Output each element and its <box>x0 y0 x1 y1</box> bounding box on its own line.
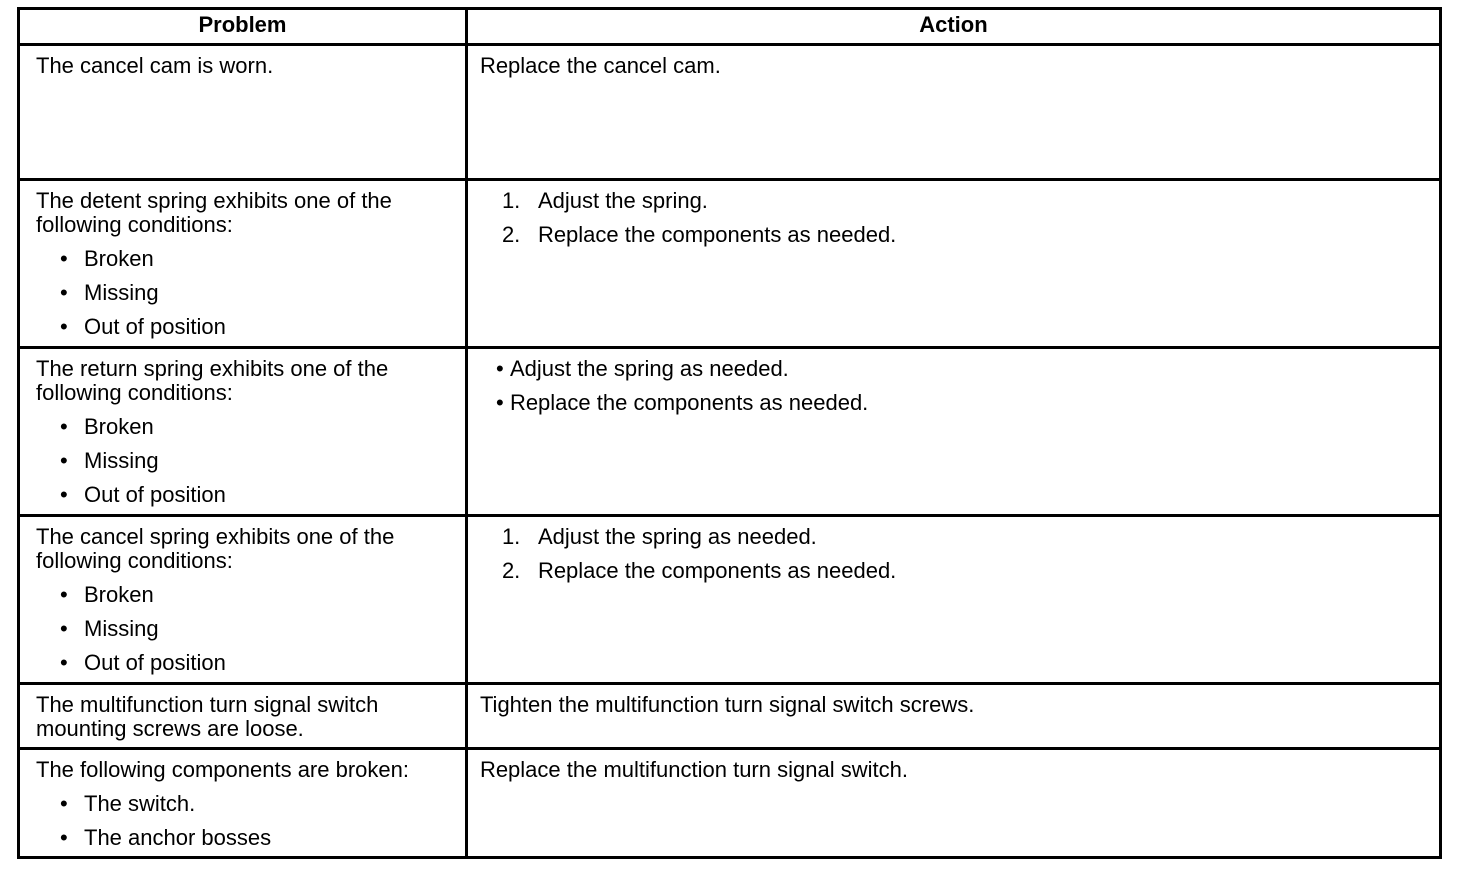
condition-item: • Broken <box>36 415 455 439</box>
step-number: 2. <box>501 222 521 247</box>
action-step <box>480 525 1429 549</box>
problem-text: The multifunction turn signal switch mounting screws are loose. <box>36 692 379 741</box>
condition-item: • Out of position <box>36 483 455 507</box>
condition-item: • Missing <box>36 449 455 473</box>
problem-cell <box>19 180 467 348</box>
step-text: Adjust the spring as needed. <box>537 524 817 549</box>
action-bullets <box>480 357 1429 415</box>
condition-list <box>36 792 455 850</box>
action-cell <box>466 180 1440 348</box>
table-row <box>19 348 1441 516</box>
action-bullet: • Replace the components as needed. <box>480 391 1429 415</box>
step-number: 1. <box>501 524 521 549</box>
condition-list <box>36 583 455 675</box>
action-step <box>480 189 1429 213</box>
action-cell <box>466 749 1440 858</box>
problem-cell <box>19 348 467 516</box>
table-row <box>19 684 1441 749</box>
action-text: Tighten the multifunction turn signal switch screws. <box>479 692 975 717</box>
action-cell <box>466 516 1440 684</box>
condition-item: • Out of position <box>36 651 455 675</box>
step-number: 2. <box>501 558 521 583</box>
table-row <box>19 749 1441 858</box>
header-problem: Problem <box>19 9 467 45</box>
condition-list <box>36 415 455 507</box>
condition-item: • Broken <box>36 247 455 271</box>
condition-item: • Broken <box>36 583 455 607</box>
action-steps <box>480 525 1429 583</box>
action-step <box>480 559 1429 583</box>
condition-list <box>36 247 455 339</box>
condition-item: • Out of position <box>36 315 455 339</box>
action-cell <box>466 684 1440 749</box>
action-text: Replace the cancel cam. <box>479 53 721 78</box>
problem-text: The following components are broken: <box>36 757 409 782</box>
condition-item: • Missing <box>36 281 455 305</box>
header-action: Action <box>466 9 1440 45</box>
action-text: Replace the multifunction turn signal switch. <box>479 757 908 782</box>
step-text: Adjust the spring. <box>537 188 708 213</box>
action-bullet: • Adjust the spring as needed. <box>480 357 1429 381</box>
problem-text: The detent spring exhibits one of the following conditions: <box>36 188 392 237</box>
problem-text: The cancel cam is worn. <box>36 53 274 78</box>
condition-item: • The switch. <box>36 792 455 816</box>
problem-action-table <box>17 7 1442 859</box>
problem-cell <box>19 45 467 180</box>
action-steps <box>480 189 1429 247</box>
action-cell <box>466 348 1440 516</box>
action-cell <box>466 45 1440 180</box>
problem-text: The return spring exhibits one of the following conditions: <box>36 356 389 405</box>
condition-item: • Missing <box>36 617 455 641</box>
table-row <box>19 45 1441 180</box>
table-row <box>19 516 1441 684</box>
action-step <box>480 223 1429 247</box>
problem-cell <box>19 749 467 858</box>
problem-cell <box>19 516 467 684</box>
problem-cell <box>19 684 467 749</box>
table-row <box>19 180 1441 348</box>
step-number: 1. <box>501 188 521 213</box>
problem-text: The cancel spring exhibits one of the following conditions: <box>36 524 395 573</box>
table-header-row <box>19 9 1441 45</box>
step-text: Replace the components as needed. <box>537 222 897 247</box>
condition-item: • The anchor bosses <box>36 826 455 850</box>
step-text: Replace the components as needed. <box>537 558 897 583</box>
